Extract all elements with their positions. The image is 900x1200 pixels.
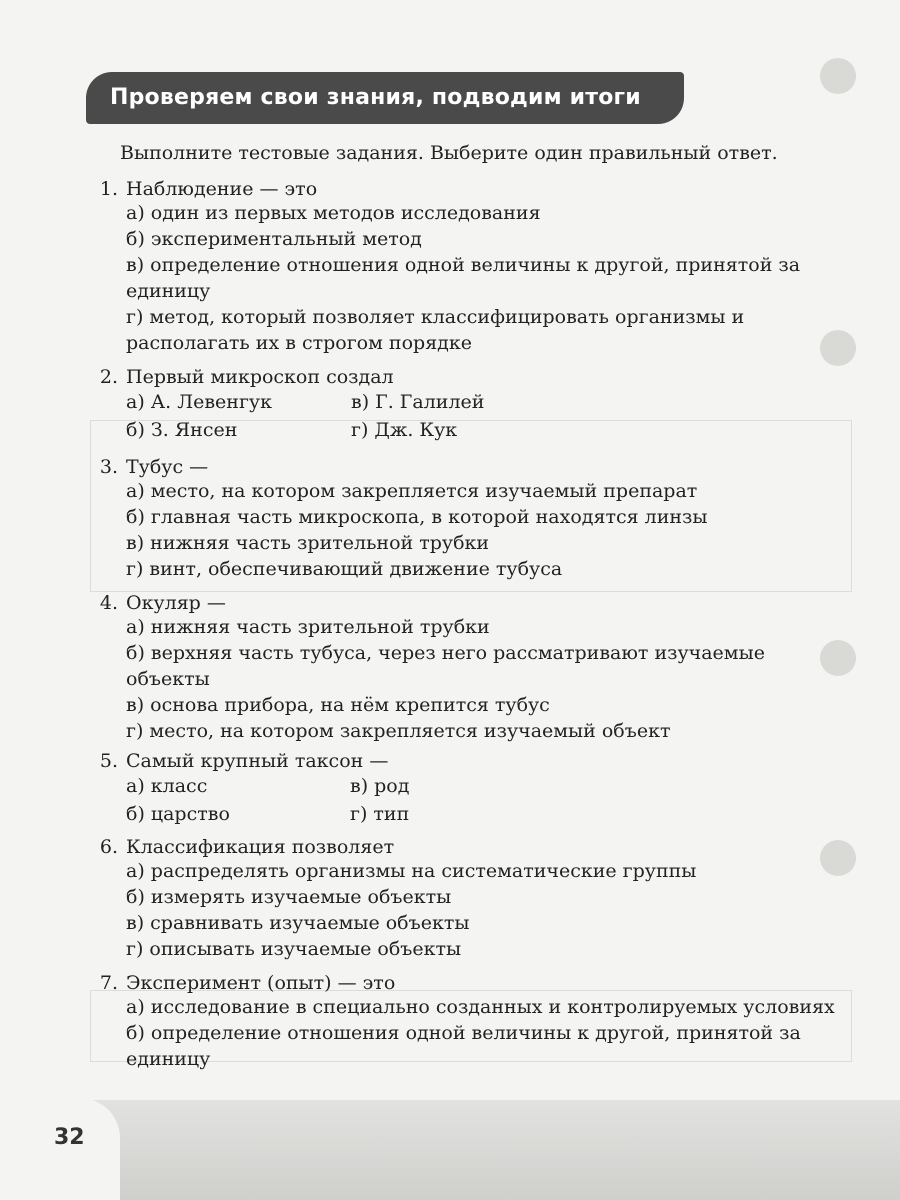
answer-option[interactable]: а) класс [126, 775, 208, 797]
answer-option[interactable]: г) винт, обеспечивающий движение тубуса [126, 558, 563, 580]
question-2 [84, 366, 854, 444]
question-text: Наблюдение — это [126, 178, 318, 200]
question-number: 3. [99, 456, 118, 478]
question-7 [84, 972, 854, 1072]
question-text: Окуляр — [126, 592, 226, 614]
question-text: Классификация позволяет [126, 836, 395, 858]
answer-option[interactable]: а) один из первых методов исследования [126, 202, 541, 224]
question-4 [84, 592, 854, 744]
answer-option[interactable]: а) исследование в специально созданных и контролируемых условиях [126, 996, 835, 1018]
question-3 [84, 456, 854, 582]
answer-option[interactable]: в) сравнивать изучаемые объекты [126, 912, 470, 934]
question-number: 6. [99, 836, 118, 858]
question-6 [84, 836, 854, 962]
question-text: Тубус — [126, 456, 209, 478]
answer-option[interactable]: б) экспериментальный метод [126, 228, 422, 250]
answer-option[interactable]: г) Дж. Кук [351, 419, 458, 441]
bleed-circle [820, 58, 856, 94]
answer-option[interactable]: а) нижняя часть зрительной трубки [126, 616, 490, 638]
question-text: Первый микроскоп создал [126, 366, 394, 388]
question-text: Самый крупный таксон — [126, 750, 389, 772]
section-title: Проверяем свои знания, подводим итоги [86, 72, 684, 124]
question-number: 7. [99, 972, 118, 994]
question-text: Эксперимент (опыт) — это [126, 972, 396, 994]
answer-option[interactable]: в) нижняя часть зрительной трубки [126, 532, 490, 554]
answer-option[interactable]: б) верхняя часть тубуса, через него рассматривают изучаемые объекты [126, 642, 765, 690]
question-5 [84, 750, 854, 828]
question-number: 1. [99, 178, 118, 200]
answer-option[interactable]: в) род [350, 775, 410, 797]
answer-option[interactable]: г) описывать изучаемые объекты [126, 938, 462, 960]
answer-option[interactable]: в) Г. Галилей [351, 391, 485, 413]
question-number: 2. [99, 366, 118, 388]
answer-option[interactable]: б) З. Янсен [126, 419, 238, 441]
question-1 [84, 178, 854, 356]
instruction-text: Выполните тестовые задания. Выберите один правильный ответ. [120, 142, 778, 164]
answer-option[interactable]: г) метод, который позволяет классифицировать организмы и располагать их в строгом порядке [126, 306, 745, 354]
answer-option[interactable]: б) царство [126, 803, 230, 825]
answer-option[interactable]: б) главная часть микроскопа, в которой находятся линзы [126, 506, 708, 528]
answer-option[interactable]: б) определение отношения одной величины к другой, принятой за единицу [126, 1022, 801, 1070]
answer-option[interactable]: г) место, на котором закрепляется изучаемый объект [126, 720, 671, 742]
answer-option[interactable]: г) тип [350, 803, 410, 825]
page-number: 32 [54, 1125, 85, 1150]
answer-option[interactable]: в) определение отношения одной величины к другой, принятой за единицу [126, 254, 801, 302]
answer-option[interactable]: б) измерять изучаемые объекты [126, 886, 452, 908]
footer-band [0, 1100, 900, 1200]
question-number: 5. [99, 750, 118, 772]
question-number: 4. [99, 592, 118, 614]
answer-option[interactable]: в) основа прибора, на нём крепится тубус [126, 694, 550, 716]
answer-option[interactable]: а) место, на котором закрепляется изучаемый препарат [126, 480, 698, 502]
answer-option[interactable]: а) распределять организмы на систематические группы [126, 860, 697, 882]
answer-option[interactable]: а) А. Левенгук [126, 391, 272, 413]
